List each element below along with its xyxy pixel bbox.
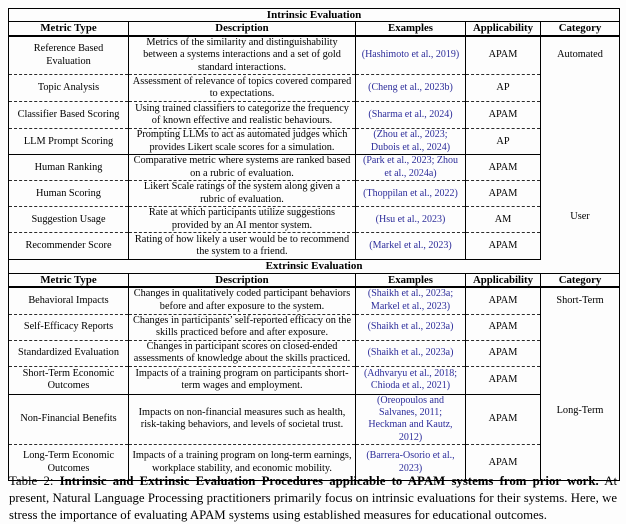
table-row [9, 394, 620, 445]
applicability-cell: APAM [466, 394, 541, 445]
metric-cell: Reference Based Evaluation [9, 36, 129, 75]
table-row [9, 181, 620, 207]
citation-link[interactable]: (Oreopoulos and Salvanes, 2011; Heckman and Kautz, 2012) [356, 394, 466, 445]
citation-link[interactable]: (Park et al., 2023; Zhou et al., 2024a) [356, 155, 466, 181]
citation-link[interactable]: (Thoppilan et al., 2022) [356, 181, 466, 207]
applicability-cell: APAM [466, 314, 541, 340]
applicability-cell: APAM [466, 181, 541, 207]
table-row [9, 207, 620, 233]
caption-body: At present, Natural Language Processing practitioners primarily focus on intrinsic evaluations for their systems. Here, we stress the importance of evaluating APAM systems using established measures for educational outcomes. [9, 474, 618, 522]
table-row [9, 314, 620, 340]
citation-link[interactable]: (Shaikh et al., 2023a; Markel et al., 2023) [356, 287, 466, 314]
applicability-cell: APAM [466, 287, 541, 314]
metric-cell: Suggestion Usage [9, 207, 129, 233]
table-row [9, 36, 620, 75]
applicability-cell: APAM [466, 445, 541, 481]
caption-label: Table 2: [9, 474, 54, 488]
description-cell: Impacts on non-financial measures such as health, risk-taking behaviors, and levels of societal trust. [129, 394, 356, 445]
table-row [9, 155, 620, 181]
column-header-applicability: Applicability [466, 22, 541, 36]
citation-link[interactable]: (Shaikh et al., 2023a) [356, 340, 466, 366]
applicability-cell: AM [466, 207, 541, 233]
description-cell: Using trained classifiers to categorize the frequency of known effective and realistic behaviours. [129, 102, 356, 129]
category-cell-long-term: Long-Term [541, 394, 620, 481]
category-cell-short-term: Short-Term [541, 287, 620, 394]
column-header-metric-type: Metric Type [9, 22, 129, 36]
metric-cell: Non-Financial Benefits [9, 394, 129, 445]
citation-link[interactable]: (Cheng et al., 2023b) [356, 75, 466, 102]
column-header-examples: Examples [356, 273, 466, 287]
citation-link[interactable]: (Adhvaryu et al., 2018; Chioda et al., 2021) [356, 366, 466, 394]
table-row [9, 129, 620, 155]
column-header-description: Description [129, 22, 356, 36]
description-cell: Likert Scale ratings of the system along given a rubric of evaluation. [129, 181, 356, 207]
citation-link[interactable]: (Hashimoto et al., 2019) [356, 36, 466, 75]
section-title-extrinsic: Extrinsic Evaluation [9, 260, 620, 273]
citation-link[interactable]: (Sharma et al., 2024) [356, 102, 466, 129]
column-header-examples: Examples [356, 22, 466, 36]
column-header-applicability: Applicability [466, 273, 541, 287]
category-cell-user: User [541, 155, 620, 260]
column-header-metric-type: Metric Type [9, 273, 129, 287]
metric-cell: Human Scoring [9, 181, 129, 207]
citation-link[interactable]: (Markel et al., 2023) [356, 233, 466, 260]
metric-cell: Recommender Score [9, 233, 129, 260]
table-row [9, 366, 620, 394]
description-cell: Changes in participants’ self-reported efficacy on the skills practiced before and after exposure. [129, 314, 356, 340]
table-row [9, 340, 620, 366]
category-cell-automated: Automated [541, 36, 620, 155]
citation-link[interactable]: (Zhou et al., 2023; Dubois et al., 2024) [356, 129, 466, 155]
table-row [9, 102, 620, 129]
evaluation-table-wrap [8, 8, 620, 481]
applicability-cell: APAM [466, 102, 541, 129]
description-cell: Impacts of a training program on long-term earnings, workplace stability, and economic mobility. [129, 445, 356, 481]
applicability-cell: AP [466, 129, 541, 155]
applicability-cell: APAM [466, 36, 541, 75]
applicability-cell: APAM [466, 233, 541, 260]
description-cell: Comparative metric where systems are ranked based on a rubric of evaluation. [129, 155, 356, 181]
description-cell: Metrics of the similarity and distinguishability between a systems interactions and a set of gold standard interactions. [129, 36, 356, 75]
table-row [9, 75, 620, 102]
metric-cell: LLM Prompt Scoring [9, 129, 129, 155]
evaluation-table [8, 8, 620, 481]
table-row [9, 233, 620, 260]
metric-cell: Topic Analysis [9, 75, 129, 102]
caption-bold-title: Intrinsic and Extrinsic Evaluation Procedures applicable to APAM systems from prior work. [59, 474, 599, 488]
applicability-cell: APAM [466, 340, 541, 366]
metric-cell: Self-Efficacy Reports [9, 314, 129, 340]
section-title-intrinsic: Intrinsic Evaluation [9, 9, 620, 22]
description-cell: Rating of how likely a user would be to recommend the system to a friend. [129, 233, 356, 260]
metric-cell: Behavioral Impacts [9, 287, 129, 314]
metric-cell: Short-Term Economic Outcomes [9, 366, 129, 394]
description-cell: Rate at which participants utilize suggestions provided by an AI mentor system. [129, 207, 356, 233]
table-caption [9, 473, 617, 524]
metric-cell: Standardized Evaluation [9, 340, 129, 366]
metric-cell: Classifier Based Scoring [9, 102, 129, 129]
citation-link[interactable]: (Barrera-Osorio et al., 2023) [356, 445, 466, 481]
description-cell: Assessment of relevance of topics covered compared to expectations. [129, 75, 356, 102]
column-header-category: Category [541, 22, 620, 36]
applicability-cell: APAM [466, 366, 541, 394]
metric-cell: Human Ranking [9, 155, 129, 181]
description-cell: Changes in qualitatively coded participant behaviors before and after exposure to the system. [129, 287, 356, 314]
table-row [9, 287, 620, 314]
column-header-description: Description [129, 273, 356, 287]
citation-link[interactable]: (Hsu et al., 2023) [356, 207, 466, 233]
description-cell: Changes in participant scores on closed-ended assessments of knowledge about the skills practiced. [129, 340, 356, 366]
description-cell: Prompting LLMs to act as automated judges which provides Likert scale scores for a simulation. [129, 129, 356, 155]
applicability-cell: AP [466, 75, 541, 102]
column-header-category: Category [541, 273, 620, 287]
metric-cell: Long-Term Economic Outcomes [9, 445, 129, 481]
description-cell: Impacts of a training program on participants short-term wages and employment. [129, 366, 356, 394]
citation-link[interactable]: (Shaikh et al., 2023a) [356, 314, 466, 340]
applicability-cell: APAM [466, 155, 541, 181]
